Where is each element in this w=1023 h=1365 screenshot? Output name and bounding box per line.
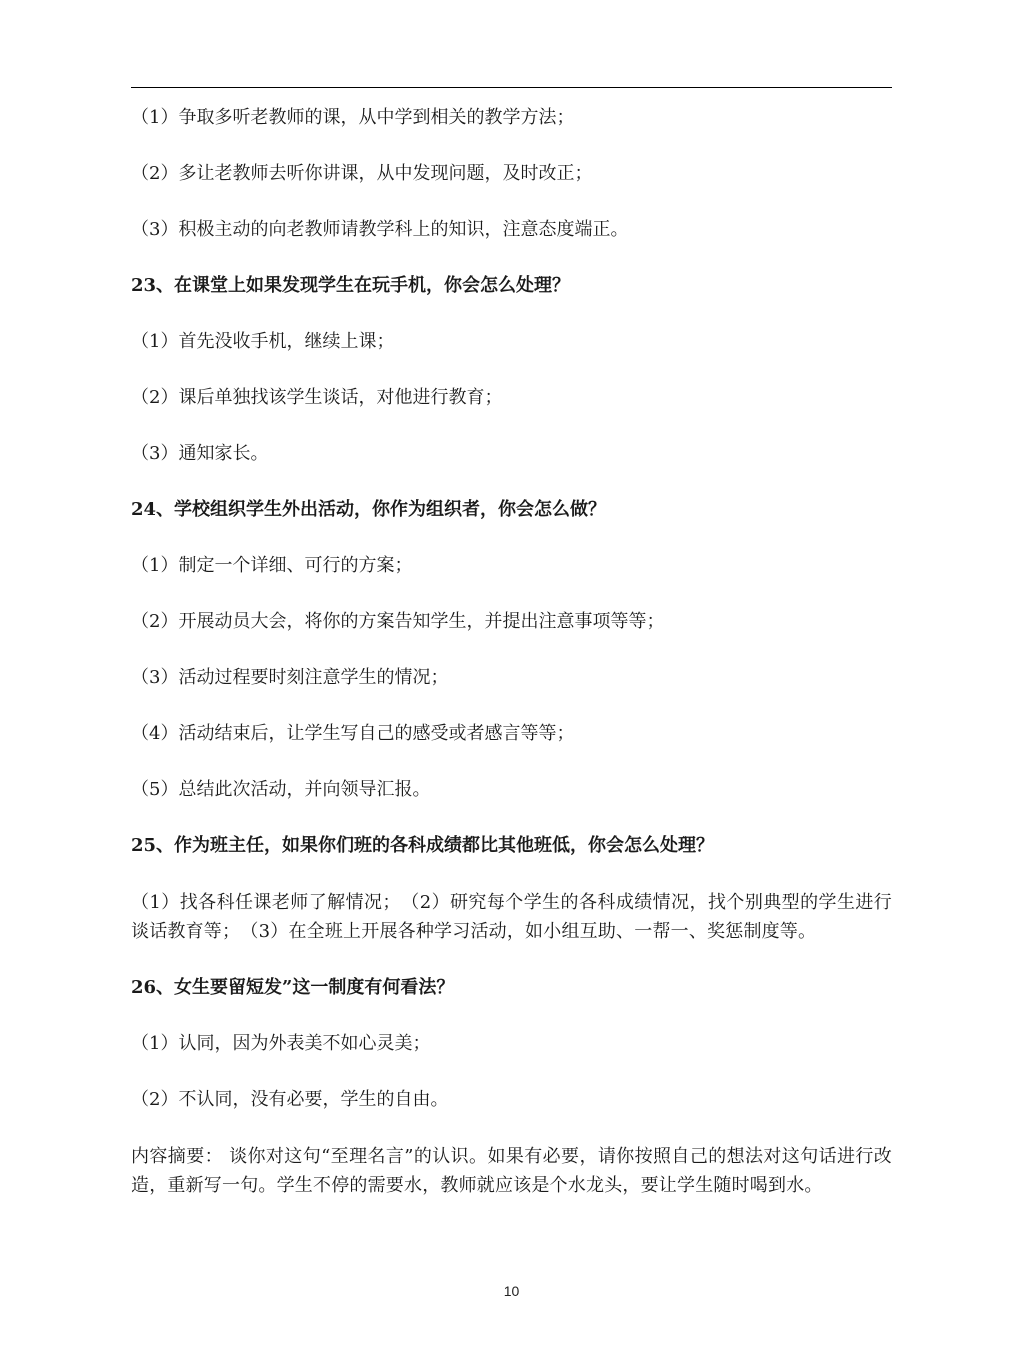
question-25: 25、作为班主任，如果你们班的各科成绩都比其他班低，你会怎么处理？ xyxy=(131,835,715,856)
answer-item: （3）通知家长。 xyxy=(131,443,269,464)
answer-item: （2）不认同，没有必要，学生的自由。 xyxy=(131,1089,449,1110)
answer-item: （4）活动结束后，让学生写自己的感受或者感言等等； xyxy=(131,723,575,744)
answer-item: （2）课后单独找该学生谈话，对他进行教育； xyxy=(131,387,503,408)
summary-paragraph: 内容摘要： 谈你对这句“至理名言”的认识。如果有必要，请你按照自己的想法对这句话进行改造，重新写一句。学生不停的需要水，教师就应该是个水龙头，要让学生随时喝到水。 xyxy=(131,1146,892,1196)
answer-item: （1）认同，因为外表美不如心灵美； xyxy=(131,1033,431,1054)
answer-item: （1）制定一个详细、可行的方案； xyxy=(131,555,413,576)
answer-item: （2）开展动员大会，将你的方案告知学生，并提出注意事项等等； xyxy=(131,611,665,632)
answer-paragraph: （1）找各科任课老师了解情况； （2）研究每个学生的各科成绩情况，找个别典型的学生进行谈话教育等； （3）在全班上开展各种学习活动，如小组互助、一帮一、奖惩制度等。 xyxy=(131,892,892,942)
page-number: 10 xyxy=(503,1283,520,1299)
question-24: 24、学校组织学生外出活动，你作为组织者，你会怎么做？ xyxy=(131,499,607,520)
question-26: 26、女生要留短发”这一制度有何看法？ xyxy=(131,977,455,998)
answer-item: （3）积极主动的向老教师请教学科上的知识，注意态度端正。 xyxy=(131,219,629,240)
answer-item: （1）争取多听老教师的课，从中学到相关的教学方法； xyxy=(131,107,575,128)
document-body xyxy=(131,104,892,1200)
answer-item: （2）多让老教师去听你讲课，从中发现问题，及时改正； xyxy=(131,163,593,184)
question-23: 23、在课堂上如果发现学生在玩手机，你会怎么处理？ xyxy=(131,275,571,296)
header-rule xyxy=(131,87,892,88)
answer-item: （1）首先没收手机，继续上课； xyxy=(131,331,395,352)
answer-item: （5）总结此次活动，并向领导汇报。 xyxy=(131,779,431,800)
answer-item: （3）活动过程要时刻注意学生的情况； xyxy=(131,667,449,688)
